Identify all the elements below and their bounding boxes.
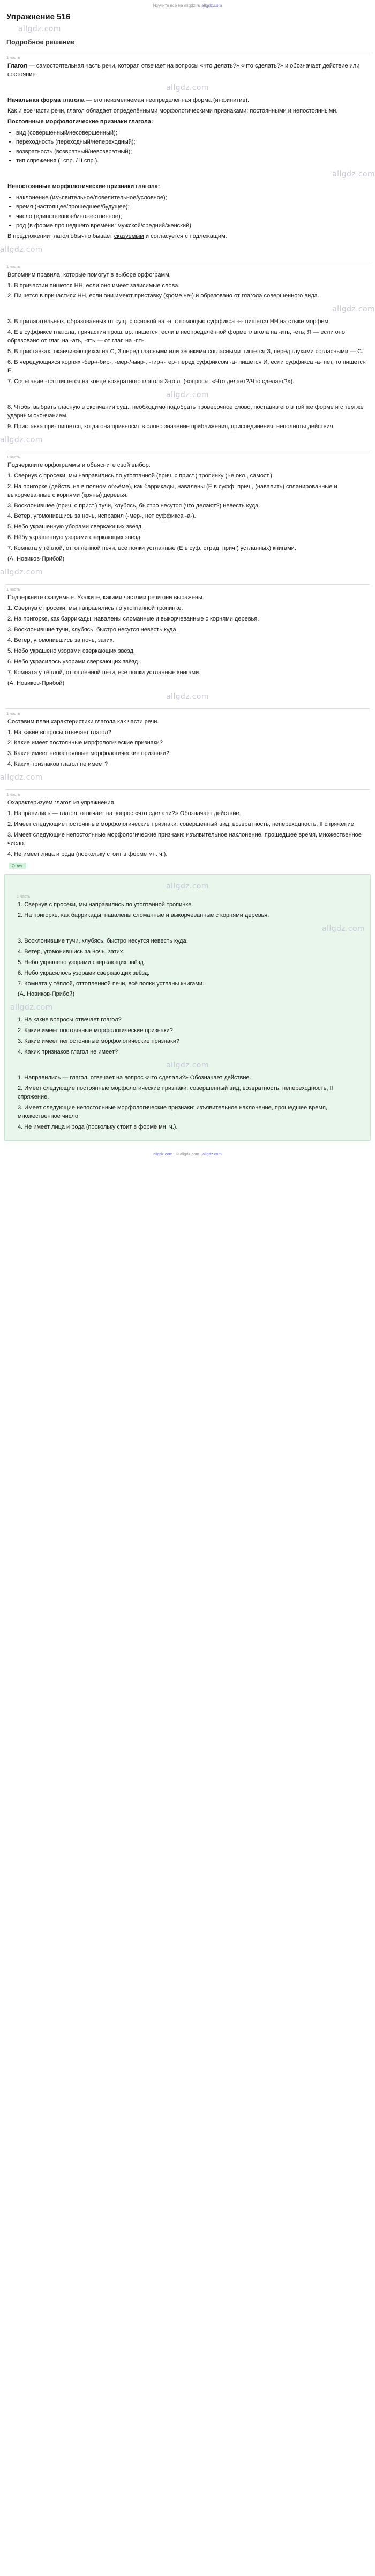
hint-label-6: 1 часть [6,792,20,797]
answer-watermark: allgdz.com [166,882,209,891]
answer-block [4,874,371,1141]
list-item: • время (настоящее/прошедшее/будущее); [16,203,375,212]
rule-item: 2. Пишется в причастиях НН, если они имеют приставку (кроме не-) и образовано от глагола совершенного вида. [8,293,319,300]
answer-sentence: 7. Комната у тёплой, оттопленной печи, всё полки устланы книгами. [18,980,205,987]
sentence-item: 4. Ветер, угомонившись за ночь, исправил (-мер-, нет суффикса -а-). [8,513,196,520]
sentence-item: 6. Нёбу укрáшенную узорами сверкающих звёзд. [8,534,142,541]
rule-item: 6. В чередующихся корнях -бер-/-бир-, -мер-/-мир-, -тир-/-тер- перед суффиксом -а- пишется И, если суффикса -а- нет, то пишется Е. [8,359,366,375]
rule-item: 3. В прилагательных, образованных от сущ. с основой на -н, с помощью суффикса -н- пишется НН на стыке морфем. [8,318,331,325]
rule-item: 4. Е в суффиксе глагола, причастия прош. вр. пишется, если в неопределённой форме глагола на -ить, -еть; Я — если оно образовано от глаг. на -ать, -ять — от глаг. на -ять. [8,329,345,345]
var-title-text: Непостоянные морфологические признаки глагола: [8,183,160,190]
var-title [0,182,375,192]
footer-link-left[interactable]: allgdz.com [153,1151,172,1156]
section-subtitle: Подробное решение [6,39,75,46]
rule-item: 5. В приставках, оканчивающихся на С, З перед гласными или звонкими согласными пишется З, перед глухими согласными — С. [8,348,364,355]
rule-item: 7. Сочетание -тся пишется на конце возвратного глагола 3-го л. (вопросы: «Что делает?/Что сделает?»). [8,378,295,385]
part2-note: Подчеркните сказуемые. Укажите, какими частями речи они выражены. [8,594,204,601]
analysis-item: 3. Имеет следующие непостоянные морфологические признаки: изъявительное наклонение, прошедшее время, множественное число. [8,832,362,847]
rules-intro: Вспомним правила, которые помогут в выборе орфограмм. [8,271,171,278]
rule-item: 9. Приставка при- пишется, когда она привносит в слово значение приближения, присоединения, неполноты действия. [8,423,335,430]
plan-item: 2. Какие имеет постоянные морфологические признаки? [8,740,163,746]
answer-sentence: 3. Восклонившие тучи, клубясь, быстро несутся невесть куда. [18,937,188,944]
answer-sentence: 5. Небо украшено узорами сверкающих звёзд. [18,959,145,966]
theory-paragraph-3: Как и все части речи, глагол обладает определёнными морфологическими признаками: постоянными и непостоянными. [8,107,338,114]
sentence-item: 2. На пригорке (действ. на в полном объёме), как баррикады, навалены (Е в суфф. прич., (навалить) спланированные и выкорчеванные с корнями (кряны) деревья. [8,483,338,498]
answer-watermark-2: allgdz.com [322,924,365,933]
sentence-item: 3. Восклонившие тучи, клубясь, быстро несутся невесть куда. [8,626,178,633]
plan-item: 4. Каких признаков глагол не имеет? [8,761,108,768]
predicate-emphasis: сказуемым [114,233,144,240]
topbar-link[interactable]: allgdz.com [201,3,222,8]
theory-p1-bold: Глагол [8,63,27,69]
answer-plan-item: 3. Какие имеет непостоянные морфологические признаки? [18,1038,180,1045]
hint-label-4: 1 часть [6,587,20,592]
watermark-5: allgdz.com [166,390,209,399]
watermark-4: allgdz.com [332,305,375,314]
const-list [0,129,375,166]
theory-p2-bold: Начальная форма глагола [8,96,85,103]
sentence-item: 7. Комната у тёплой, оттопленной печи, всё полки устланные (Е в суф. страд. прич.) устланных) книгами. [8,545,296,552]
plan-item: 1. На какие вопросы отвечает глагол? [8,729,111,736]
footer-link-right[interactable]: allgdz.com [202,1151,222,1156]
watermark-9: allgdz.com [0,773,43,782]
topbar-text: Изучите всё на allgdz.ru [153,3,200,8]
answer-badge: Ответ [9,863,26,869]
plan-title: Составим план характеристики глагола как части речи. [8,718,159,725]
sentence-author: (А. Новиков-Прибой) [8,680,65,686]
answer-sentence: 2. На пригорке, как баррикады, навалены сломанные и выкорчеванные с корнями деревья. [18,912,269,919]
watermark-2: allgdz.com [332,169,375,178]
watermark-8: allgdz.com [166,692,209,701]
answer-sentence: 6. Небо украсилось узорами сверкающих звёзд. [18,969,150,976]
answer-analysis-item: 1. Направились — глагол, отвечает на вопрос «что сделали?» Обозначает действие. [18,1074,251,1081]
answer-sentence-author: (А. Новиков-Прибой) [18,991,75,998]
sentence-item: 1. Свернув с просеки, мы направились по утоптанной тропинке. [8,605,183,612]
plan-item: 3. Какие имеет непостоянные морфологические признаки? [8,750,170,757]
task-note: Подчеркните орфограммы и объясните свой выбор. [8,461,151,468]
sentence-item: 1. Свернув с просеки, мы направились по утоптанной (прич. с прист.) тропинку (I-е окл., самост.). [8,472,274,479]
watermark-3: allgdz.com [0,245,43,254]
answer-analysis-item: 2. Имеет следующие постоянные морфологические признаки: совершенный вид, возвратность, непереходность, II спряжение. [18,1085,333,1100]
list-item: • род (в форме прошедшего времени: мужской/средний/женский). [16,221,375,230]
answer-plan-item: 1. На какие вопросы отвечает глагол? [18,1017,122,1024]
divider [5,708,370,709]
page-footer [0,1144,375,1156]
watermark-7: allgdz.com [0,568,43,577]
list-item: • вид (совершенный/несовершенный); [16,129,375,138]
sentence-item: 2. На пригорке, как баррикады, навалены сломанные и выкорчеванные с корнями деревья. [8,616,259,622]
sentence-item: 4. Ветер, угомонившись за ночь, затих. [8,637,115,644]
analysis-item: 2. Имеет следующие постоянные морфологические признаки: совершенный вид, возвратность, непереходность, II спряжение. [8,821,356,828]
theory-paragraph-4: В предложении глагол обычно бывает сказуемым и согласуется с подлежащим. [8,233,227,240]
answer-plan-item: 4. Каких признаков глагол не имеет? [18,1049,118,1056]
brand-logo: allgdz.com [18,25,61,33]
analysis-title: Охарактеризуем глагол из упражнения. [8,800,116,807]
sentence-item: 6. Небо украсилось узорами сверкающих звёзд. [8,658,140,665]
sentence-item: 5. Небо украшенную уборами сверкающих звёзд. [8,524,144,531]
rule-item: 1. В причастии пишется НН, если оно имеет зависимые слова. [8,282,180,289]
sentence-item: 7. Комната у тёплой, оттопленной печи, всё полки устланные книгами. [8,669,201,676]
answer-hint-label: 1 часть [17,893,31,899]
var-list [0,193,375,230]
hint-label-3: 1 часть [6,454,20,459]
answer-tag-row [0,860,375,871]
theory-p1-text: — самостоятельная часть речи, которая отвечает на вопросы «что делать?» «что сделать?» и обозначает действие или состояние. [8,63,360,78]
list-item: • переходность (переходный/непереходный); [16,138,375,147]
footer-middle: © allgdz.com [176,1151,199,1156]
topbar [0,0,375,9]
answer-watermark-3: allgdz.com [10,1003,53,1012]
hint-label-5: 1 часть [6,711,20,716]
sentence-item: 3. Восклонившее (прич. с прист.) тучи, клубясь, быстро несутся (что делают?) невесть куда. [8,502,260,509]
const-title-text: Постоянные морфологические признаки глагола: [8,118,153,125]
divider [5,789,370,790]
watermark-6: allgdz.com [0,435,43,444]
const-title [0,117,375,128]
hint-label-2: 1 часть [6,264,20,269]
answer-watermark-4: allgdz.com [166,1061,209,1070]
hint-label-1: 1 часть [6,55,20,60]
list-item: • наклонение (изъявительное/повелительное/условное); [16,193,375,203]
theory-paragraph-2 [0,95,375,106]
theory-p2-text: — его неизменяемая неопределённая форма (инфинитив). [84,96,250,103]
answer-sentence: 1. Свернув с просеки, мы направились по утоптанной тропинке. [18,901,193,908]
list-item: • число (единственное/множественное); [16,212,375,221]
analysis-item: 1. Направились — глагол, отвечает на вопрос «что сделали?» Обозначает действие. [8,810,241,817]
answer-analysis-item: 3. Имеет следующие непостоянные морфологические признаки: изъявительное наклонение, прошедшее время, множественное число. [18,1104,327,1119]
sentence-author: (А. Новиков-Прибой) [8,556,65,563]
theory-paragraph-1 [0,61,375,80]
answer-analysis-item: 4. Не имеет лица и рода (поскольку стоит в форме мн. ч.). [18,1123,178,1130]
answer-sentence: 4. Ветер, угомонившись за ночь, затих. [18,948,125,955]
analysis-item: 4. Не имеет лица и рода (поскольку стоит в форме мн. ч.). [8,850,168,857]
list-item: • возвратность (возвратный/невозвратный); [16,147,375,156]
rule-item: 8. Чтобы выбрать гласную в окончании сущ., необходимо подобрать проверочное слово, поставив его в той же форме и с тем же ударным окончанием. [8,404,364,419]
divider [5,584,370,585]
watermark-1: allgdz.com [166,83,209,92]
answer-plan-item: 2. Какие имеет постоянные морфологические признаки? [18,1027,173,1034]
page-title: Упражнение 516 [6,12,71,21]
list-item: • тип спряжения (I спр. / II спр.). [16,156,375,166]
sentence-item: 5. Небо украшено узорами сверкающих звёзд. [8,647,135,654]
